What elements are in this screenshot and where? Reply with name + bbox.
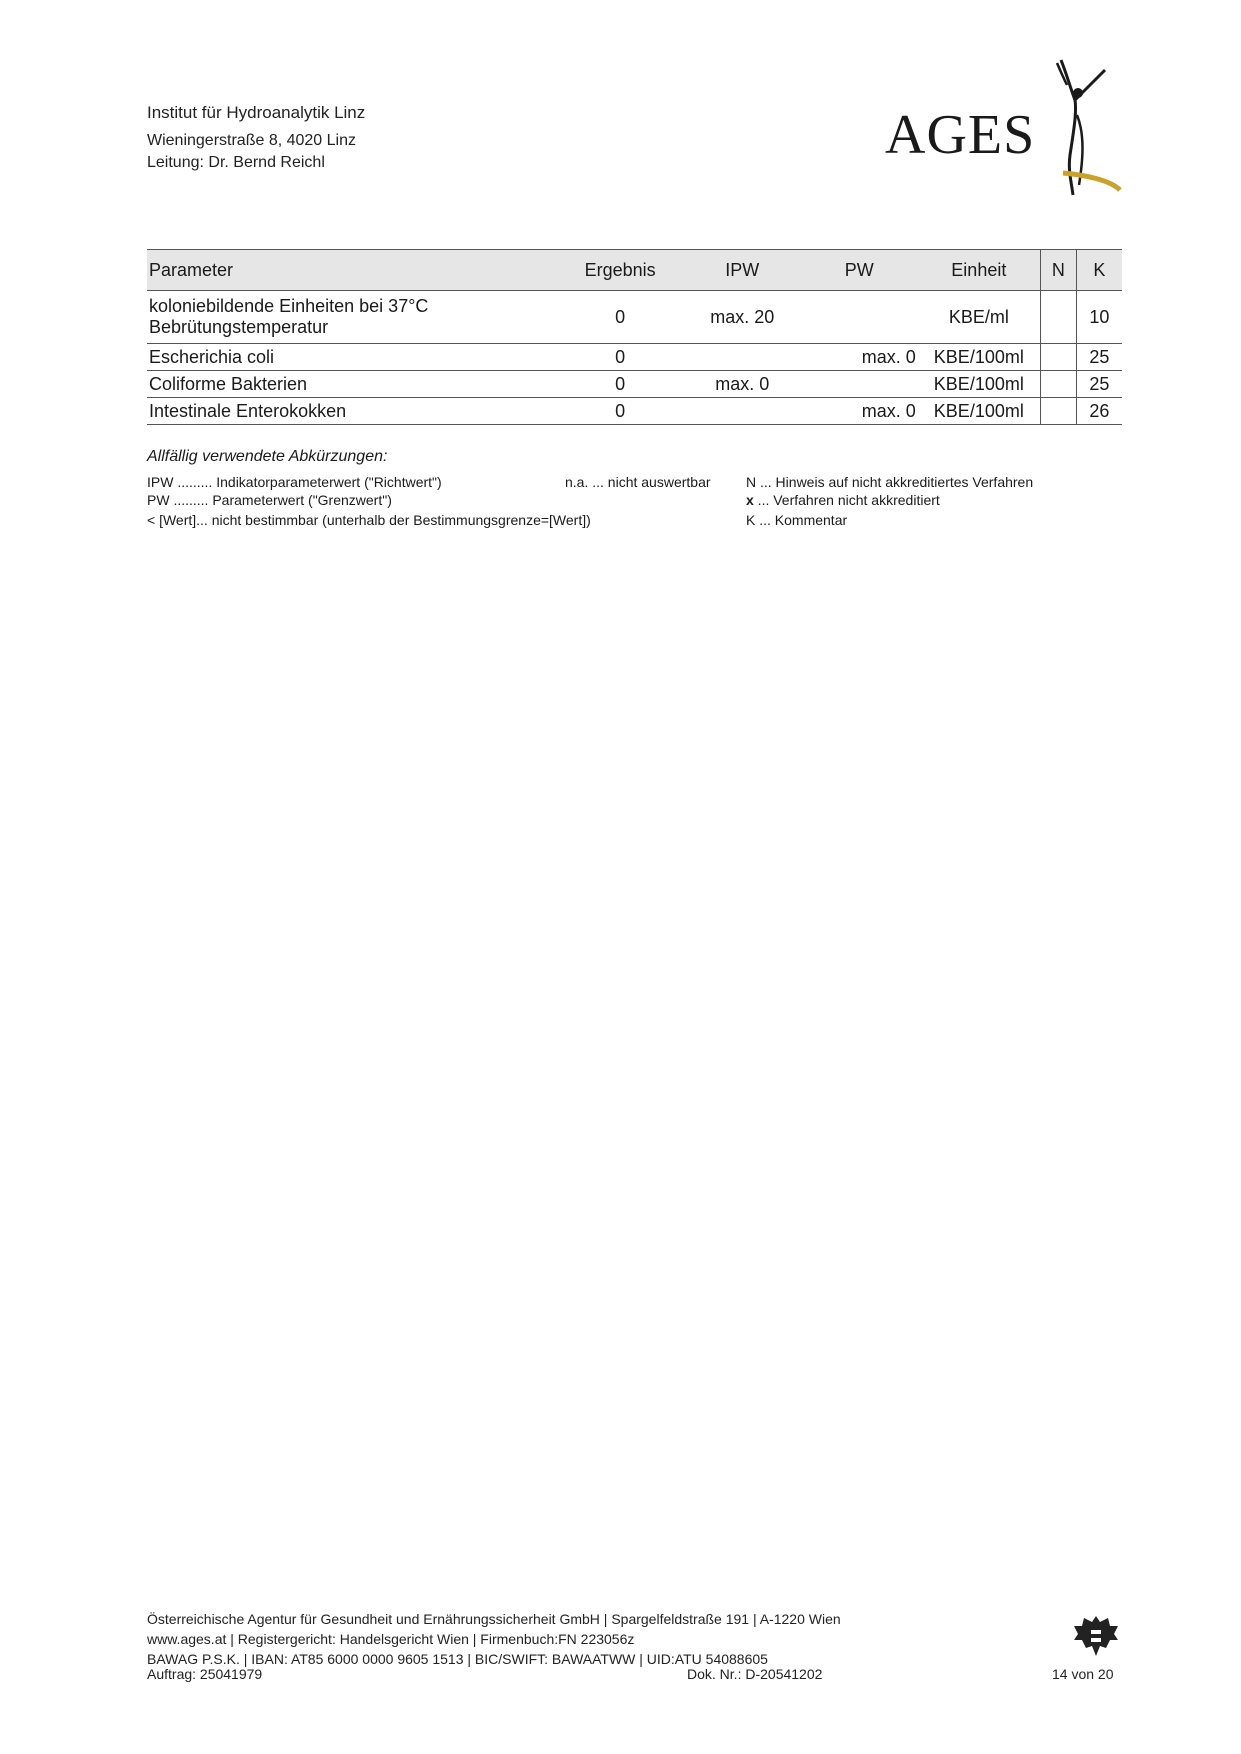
footer-auftrag: Auftrag: 25041979 bbox=[147, 1666, 263, 1682]
cell-parameter bbox=[147, 291, 557, 344]
cell-ipw: max. 0 bbox=[684, 371, 801, 398]
abbr-wert: < [Wert]... nicht bestimmbar (unterhalb der Bestimmungsgrenze=[Wert]) bbox=[147, 512, 591, 528]
table-row bbox=[147, 398, 1122, 425]
institute-lead: Leitung: Dr. Bernd Reichl bbox=[147, 154, 325, 171]
cell-pw bbox=[801, 291, 918, 344]
col-header-ipw: IPW bbox=[684, 250, 801, 291]
parameter-line: koloniebildende Einheiten bei 37°C bbox=[149, 296, 429, 316]
cell-ipw: max. 20 bbox=[684, 291, 801, 344]
cell-n bbox=[1040, 291, 1076, 344]
col-header-parameter: Parameter bbox=[147, 250, 557, 291]
institute-address: Wieningerstraße 8, 4020 Linz bbox=[147, 132, 356, 149]
cell-einheit: KBE/ml bbox=[918, 291, 1041, 344]
footer-page-number: 14 von 20 bbox=[1052, 1666, 1114, 1682]
cell-n bbox=[1040, 398, 1076, 425]
abbr-na: n.a. ... nicht auswertbar bbox=[565, 474, 711, 490]
cell-einheit: KBE/100ml bbox=[918, 344, 1041, 371]
logo-figure-icon bbox=[885, 55, 1130, 205]
cell-ergebnis: 0 bbox=[557, 291, 684, 344]
cell-pw: max. 0 bbox=[801, 398, 918, 425]
abbr-x-text: ... Verfahren nicht akkreditiert bbox=[753, 492, 940, 508]
footer-company: Österreichische Agentur für Gesundheit und Ernährungssicherheit GmbH | Spargelfeldstraße 191 | A-1220 Wien bbox=[147, 1611, 841, 1627]
cell-parameter: Escherichia coli bbox=[147, 344, 557, 371]
cell-ergebnis: 0 bbox=[557, 371, 684, 398]
cell-ipw bbox=[684, 344, 801, 371]
cell-einheit: KBE/100ml bbox=[918, 371, 1041, 398]
footer-registry: www.ages.at | Registergericht: Handelsgericht Wien | Firmenbuch:FN 223056z bbox=[147, 1631, 635, 1647]
col-header-ergebnis: Ergebnis bbox=[557, 250, 684, 291]
cell-pw: max. 0 bbox=[801, 344, 918, 371]
cell-parameter: Intestinale Enterokokken bbox=[147, 398, 557, 425]
cell-k: 10 bbox=[1076, 291, 1122, 344]
cell-k: 25 bbox=[1076, 371, 1122, 398]
coat-of-arms-icon bbox=[1070, 1610, 1122, 1662]
abbr-x-marker: x bbox=[746, 492, 754, 508]
institute-name: Institut für Hydroanalytik Linz bbox=[147, 103, 366, 122]
abbr-n: N ... Hinweis auf nicht akkreditiertes Verfahren bbox=[746, 474, 1034, 490]
table-row bbox=[147, 291, 1122, 344]
cell-ipw bbox=[684, 398, 801, 425]
col-header-k: K bbox=[1076, 250, 1122, 291]
logo-text: AGES bbox=[885, 104, 1036, 166]
abbr-ipw: IPW ......... Indikatorparameterwert ("Richtwert") bbox=[147, 474, 442, 490]
abbreviations-title: Allfällig verwendete Abkürzungen: bbox=[147, 448, 388, 465]
abbr-x bbox=[746, 492, 940, 508]
cell-ergebnis: 0 bbox=[557, 344, 684, 371]
ages-logo bbox=[885, 55, 1130, 205]
abbr-pw: PW ......... Parameterwert ("Grenzwert") bbox=[147, 492, 392, 508]
col-header-einheit: Einheit bbox=[918, 250, 1041, 291]
parameter-line: Bebrütungstemperatur bbox=[149, 317, 329, 337]
cell-parameter: Coliforme Bakterien bbox=[147, 371, 557, 398]
table-row bbox=[147, 371, 1122, 398]
cell-einheit: KBE/100ml bbox=[918, 398, 1041, 425]
cell-k: 26 bbox=[1076, 398, 1122, 425]
cell-k: 25 bbox=[1076, 344, 1122, 371]
footer-dok-nr: Dok. Nr.: D-20541202 bbox=[687, 1666, 823, 1682]
results-table bbox=[147, 249, 1122, 425]
abbr-k: K ... Kommentar bbox=[746, 512, 848, 528]
cell-n bbox=[1040, 371, 1076, 398]
footer-bank: BAWAG P.S.K. | IBAN: AT85 6000 0000 9605 1513 | BIC/SWIFT: BAWAATWW | UID:ATU 54088605 bbox=[147, 1651, 768, 1667]
cell-ergebnis: 0 bbox=[557, 398, 684, 425]
table-row bbox=[147, 344, 1122, 371]
cell-n bbox=[1040, 344, 1076, 371]
table-header-row bbox=[147, 250, 1122, 291]
col-header-pw: PW bbox=[801, 250, 918, 291]
cell-pw bbox=[801, 371, 918, 398]
col-header-n: N bbox=[1040, 250, 1076, 291]
